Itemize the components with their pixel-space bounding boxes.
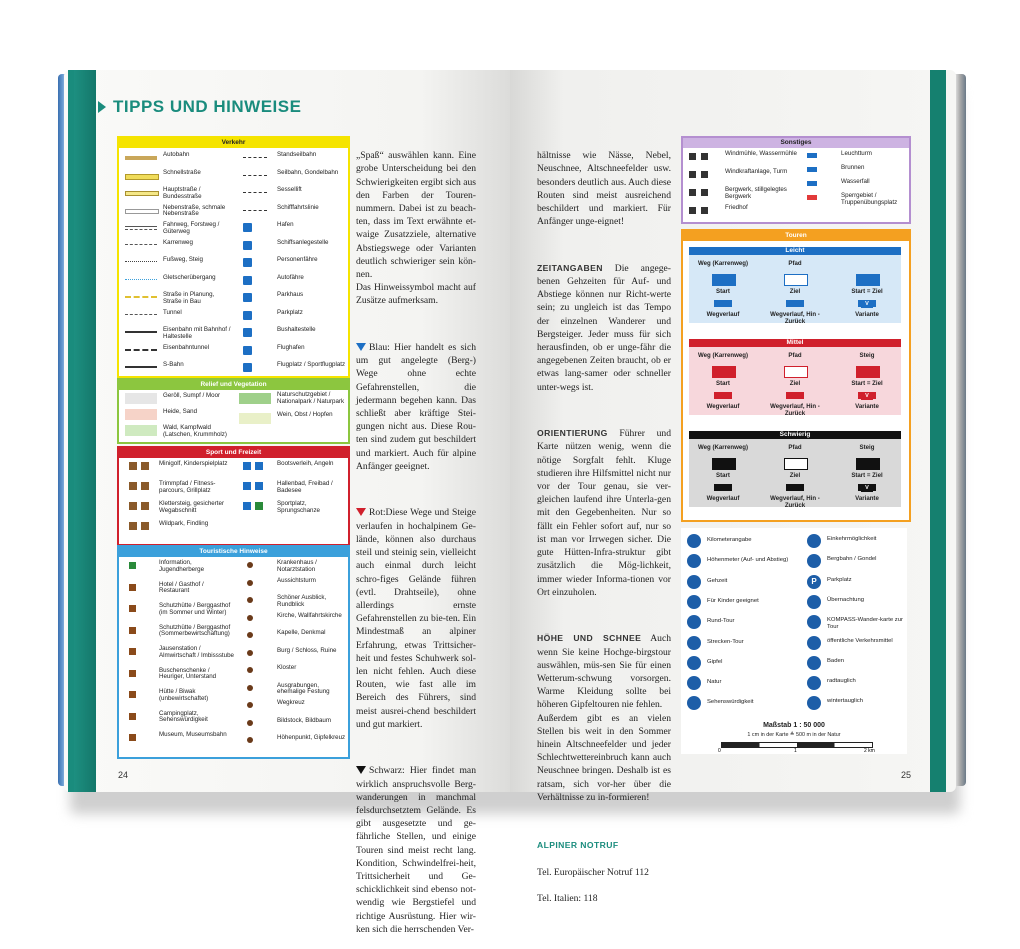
touri-icon: [247, 597, 253, 603]
loop-icon: [687, 615, 701, 629]
legend-item-label: Fahrweg, Forstweg / Güterweg: [163, 221, 220, 235]
touri-icon: [247, 702, 253, 708]
legend-item-label: Personenfähre: [277, 256, 318, 263]
tour-level-mittel: [689, 339, 901, 415]
legend-item-label: Hütte / Biwak (unbewirtschaftet): [159, 688, 209, 702]
tour-row1-label: Start: [716, 380, 730, 387]
tour-start-sign-icon: [712, 366, 736, 378]
touri-icon: [129, 734, 136, 741]
page-number-left: 24: [118, 770, 129, 780]
touri-icon: [247, 580, 253, 586]
red-text: Rot:Diese Wege und Steige verlaufen in hochalpinem Ge-lände, können also durchaus steil und steinig sein, vielleicht auch einmal durch leicht schro-figes Gelände führen (evtl. Drahtseile), ohne allerdings ernste Gefahrenstellen zu bie-ten. Ein Mindestmaß an alpiner Erfahrung, etwas Trittsicher-heit und festes Schuhwerk sol-len nicht fehlen. Auch diese Routen, wie fast alle im Bereich des Führers, sind meist ausrei-chend beschildert und gut markiert.: [356, 507, 476, 730]
tour-col-head: Pfad: [788, 352, 802, 359]
relief-swatch: [239, 393, 271, 404]
info-label: Für Kinder geeignet: [707, 597, 759, 604]
verkehr-icon: [243, 192, 267, 193]
verkehr-line-symbol: [125, 226, 157, 230]
legend-sonstiges-head: Sonstiges: [683, 138, 909, 148]
tour-row1-label: Ziel: [789, 380, 801, 387]
tour-col-head: Steig: [859, 444, 875, 451]
verkehr-icon: [243, 276, 252, 285]
touri-icon: [129, 713, 136, 720]
legend-item-label: Höhenpunkt, Gipfelkreuz: [277, 734, 346, 741]
legend-item-label: Naturschutzgebiet / Nationalpark / Naturpark: [277, 391, 345, 405]
tour-start-sign-icon: [712, 274, 736, 286]
legend-item-label: Straße in Planung, Straße in Bau: [163, 291, 215, 305]
legend-relief: [117, 378, 350, 444]
touri-icon: [247, 632, 253, 638]
touri-icon: [129, 584, 136, 591]
tour-col-head: Weg (Karrenweg): [698, 260, 748, 267]
sport-icon: [141, 502, 149, 510]
legend-sport: [117, 446, 350, 546]
info-label: Gehzeit: [707, 577, 728, 584]
legend-item-label: Wald, Kampfwald (Latschen, Krummholz): [163, 424, 227, 438]
sport-icon: [255, 482, 263, 490]
verkehr-icon: [243, 175, 267, 176]
legend-item-label: Burg / Schloss, Ruine: [277, 646, 337, 654]
tour-col-head: Pfad: [788, 260, 802, 267]
heading-notruf: ALPINER NOTRUF: [537, 840, 619, 851]
verkehr-icon: [243, 223, 252, 232]
tour-row1-label: Start = Ziel: [851, 380, 883, 387]
legend-item-label: Autobahn: [163, 151, 190, 158]
legend-verkehr: [117, 136, 350, 378]
legend-item-label: Kloster: [277, 664, 297, 671]
tour-col-head: Weg (Karrenweg): [698, 444, 748, 451]
legend-item-label: Schnellstraße: [163, 168, 201, 176]
info-label: Höhenmeter (Auf- und Abstieg): [707, 557, 789, 564]
legend-item-label: Standseilbahn: [277, 151, 317, 158]
verkehr-line-symbol: [125, 314, 157, 315]
notruf-italien: Tel. Italien: 118: [537, 893, 598, 905]
legend-item-label: Schutzhütte / Berggasthof (im Sommer und Winter): [159, 602, 231, 616]
touri-icon: [129, 648, 136, 655]
variant-badge: V: [861, 301, 873, 308]
info-label: Baden: [827, 657, 845, 664]
scale-tick-0: 0: [718, 748, 721, 754]
sport-icon: [255, 462, 263, 470]
legend-item-label: Schutzhütte / Berggasthof (Sommerbewirtschaftung): [159, 623, 231, 638]
legend-item-label: Geröll, Sumpf / Moor: [163, 392, 221, 399]
sonstiges-icon: [807, 167, 817, 172]
verkehr-line-symbol: [125, 209, 159, 214]
tour-level-head: Mittel: [689, 339, 901, 347]
tour-start-sign-icon: [784, 458, 808, 470]
legend-item-label: Karrenweg: [163, 238, 193, 246]
legend-touri: [117, 545, 350, 759]
tour-level-head: Schwierig: [689, 431, 901, 439]
verkehr-icon: [243, 363, 252, 372]
legend-item-label: Brunnen: [841, 164, 865, 171]
verkehr-icon: [243, 241, 252, 250]
legend-item-label: Hafen: [277, 221, 294, 228]
black-paragraph: [356, 764, 476, 936]
p-orientierung: [537, 427, 671, 599]
relief-swatch: [125, 393, 157, 404]
schnee-text: Auch wenn Sie keine Hochge-birgstour auswählen, müs-sen Sie für einen Wetterum-schwung vorsorgen. Warme Kleidung sollte bei höheren Gipfeltouren nie fehlen. Außerdem gibt es an vielen Stellen bis weit in den Sommer hinein Altschneefelder und jeder Schlechtwettereinbruch kann auch Neuschnee bringen. Deshalb ist es ratsam, sich vor-her über die Verhältnisse zu in-formieren!: [537, 633, 671, 803]
legend-touren-head: Touren: [683, 231, 909, 241]
touri-icon: [129, 562, 136, 569]
legend-item-label: Wegkreuz: [277, 699, 305, 706]
legend-item-label: Aussichtsturm: [277, 576, 316, 584]
tour-row1-label: Ziel: [789, 288, 801, 295]
verkehr-line-symbol: [125, 244, 157, 245]
legend-item-label: Wein, Obst / Hopfen: [277, 411, 333, 418]
info-label: wintertauglich: [827, 698, 864, 705]
tour-row2-label: Wegverlauf: [706, 495, 740, 502]
info-label: Kilometerangabe: [707, 537, 752, 543]
verkehr-line-symbol: [125, 349, 157, 351]
info-label: Bergbahn / Gondel: [827, 556, 877, 563]
legend-item-label: Sessellift: [277, 186, 302, 193]
legend-item-label: Wildpark, Findling: [159, 520, 209, 527]
verkehr-line-symbol: [125, 191, 159, 196]
legend-item-label: Krankenhaus / Notarztstation: [277, 559, 317, 573]
sonstiges-icon: [701, 207, 708, 214]
info-label: Rund-Tour: [707, 618, 735, 625]
p-zeitangaben: [537, 262, 671, 394]
p-schnee: [537, 632, 671, 804]
touri-icon: [247, 685, 253, 691]
p-conditions: hältnisse wie Nässe, Nebel, Neuschnee, Altschneefelder usw. besonders deutlich aus. Auch diese Routen sind meist ausreichend beschildert und markiert. Für Anfänger unge-eignet!: [537, 150, 672, 228]
tour-col-head: Steig: [859, 352, 875, 359]
info-label: Sehenswürdigkeit: [707, 699, 754, 706]
legend-touren: [681, 229, 911, 522]
verkehr-line-symbol: [125, 279, 157, 280]
verkehr-icon: [243, 210, 267, 211]
legend-item-label: Parkhaus: [277, 291, 304, 298]
sport-icon: [141, 482, 149, 490]
bed-icon: [807, 595, 821, 609]
legend-item-label: Hauptstraße / Bundesstraße: [163, 186, 202, 200]
legend-item-label: Gletscherübergang: [163, 273, 216, 281]
legend-item-label: Fußweg, Steig: [163, 256, 203, 263]
legend-item-label: Seilbahn, Gondelbahn: [277, 168, 339, 176]
legend-item-label: Nebenstraße, schmale Nebenstraße: [163, 203, 226, 218]
touri-icon: [247, 667, 253, 673]
verkehr-icon: [243, 157, 267, 158]
legend-item-label: Schöner Ausblick, Rundblick: [277, 594, 327, 608]
sonstiges-icon: [807, 153, 817, 158]
swim-icon: [807, 656, 821, 670]
scale-tick-1: 1: [794, 748, 797, 754]
verkehr-line-symbol: [125, 331, 157, 333]
touri-icon: [247, 562, 253, 568]
legend-item-label: Kapelle, Denkmal: [277, 629, 326, 636]
tour-row1-label: Ziel: [789, 472, 801, 479]
tour-row1-label: Start = Ziel: [851, 472, 883, 479]
sonstiges-icon: [689, 189, 696, 196]
tour-row2-label: Wegverlauf, Hin - Zurück: [770, 311, 820, 325]
red-triangle-icon: [356, 508, 366, 516]
sport-icon: [141, 522, 149, 530]
sport-icon: [243, 482, 251, 490]
sonstiges-icon: [701, 171, 708, 178]
legend-item-label: Friedhof: [725, 204, 748, 211]
child-icon: [687, 595, 701, 609]
legend-item-label: Wasserfall: [841, 178, 870, 185]
legend-item-label: Windmühle, Wassermühle: [725, 150, 797, 157]
tour-col-head: Weg (Karrenweg): [698, 352, 748, 359]
legend-sonstiges: [681, 136, 911, 224]
legend-item-label: Eisenbahn mit Bahnhof / Haltestelle: [163, 326, 231, 340]
relief-swatch: [125, 425, 157, 436]
info-label: Strecken-Tour: [707, 638, 744, 645]
tour-row2-label: Wegverlauf: [706, 311, 740, 318]
sport-icon: [243, 502, 251, 510]
legend-item-label: Sportplatz, Sprungschanze: [277, 500, 320, 514]
verkehr-line-symbol: [125, 296, 157, 298]
touri-icon: [247, 720, 253, 726]
tour-start-sign-icon: [784, 366, 808, 378]
heading-schnee: HÖHE UND SCHNEE: [537, 633, 642, 644]
legend-item-label: Flughafen: [277, 343, 305, 351]
scale-bar: [721, 742, 873, 748]
tour-route-sign-icon: [714, 484, 732, 491]
parking-icon: P: [807, 575, 821, 589]
bus-icon: [807, 636, 821, 650]
tour-start-sign-icon: [856, 366, 880, 378]
tour-row1-label: Start = Ziel: [851, 288, 883, 295]
summit-icon: [687, 656, 701, 670]
legend-item-label: Hallenbad, Freibad / Badesee: [277, 480, 333, 494]
sport-icon: [255, 502, 263, 510]
legend-item-label: Parkplatz: [277, 308, 303, 316]
relief-swatch: [125, 409, 157, 420]
legend-item-label: Museum, Museumsbahn: [159, 731, 227, 738]
sport-icon: [129, 482, 137, 490]
scale-sub: 1 cm in der Karte ≙ 500 m in der Natur: [747, 732, 841, 738]
legend-item-label: Autofähre: [277, 273, 304, 281]
km-icon: [687, 534, 701, 548]
scale-tick-2: 2 km: [864, 748, 875, 754]
variant-badge: V: [861, 393, 873, 400]
sonstiges-icon: [807, 195, 817, 200]
black-text: Schwarz: Hier findet man wirklich anspruchsvolle Berg-wanderungen in manchmal felsdurchsetztem Gelände. Es gibt ausgesetzte und ge-fährliche Stellen, und einige Touren sind meist recht lang. Kondition, Schwindelfrei-heit, Trittsicherheit und Ge-schicklichkeit sind ebenso not-wendig wie Bergstiefel und richtige Ausrüstung. Hier wir-ken sich die herrschenden Ver-: [356, 765, 476, 935]
page-title: TIPPS UND HINWEISE: [113, 97, 302, 116]
touri-icon: [247, 615, 253, 621]
verkehr-icon: [243, 346, 252, 355]
left-teal-bar: [68, 70, 96, 792]
verkehr-line-symbol: [125, 366, 157, 368]
notruf-europa: Tel. Europäischer Notruf 112: [537, 866, 649, 878]
sonstiges-icon: [689, 171, 696, 178]
sight-icon: [687, 696, 701, 710]
relief-swatch: [239, 413, 271, 424]
variant-badge: V: [861, 485, 873, 492]
scale-title: Maßstab 1 : 50 000: [763, 722, 825, 729]
sonstiges-icon: [701, 189, 708, 196]
verkehr-line-symbol: [125, 174, 159, 180]
tour-row1-label: Start: [716, 288, 730, 295]
page-number-right: 25: [901, 770, 912, 780]
legend-item-label: Schiffsanlegestelle: [277, 238, 329, 246]
legend-info-icons: [681, 528, 907, 754]
legend-item-label: Kirche, Wallfahrtskirche: [277, 611, 342, 619]
legend-item-label: Windkraftanlage, Turm: [725, 168, 788, 175]
legend-item-label: Bushaltestelle: [277, 326, 316, 333]
tour-row2-label: Wegverlauf: [706, 403, 740, 410]
tour-route-sign-icon: [786, 300, 804, 307]
verkehr-line-symbol: [125, 156, 157, 160]
tour-col-head: Pfad: [788, 444, 802, 451]
orientierung-text: Führer und Karte nützen wenig, wenn die nötige Sorgfalt fehlt. Kluge studieren ihre Hilfsmittel nicht nur vor der Tour genau, sie ver-gleichen laufend ihre Unterla-gen mit den Gegebenheiten. Nur so fällt ein Fehler sofort auf, nur so ist man vor Irrwegen sicher. Die gute Hütten-Infra-struktur gibt zusätzlich die Mög-lichkeit, immer wieder Informa-tionen vor Ort einzuholen.: [537, 428, 671, 598]
touri-icon: [129, 627, 136, 634]
legend-relief-head: Relief und Vegetation: [119, 380, 348, 390]
legend-item-label: Bergwerk, stillgelegtes Bergwerk: [725, 186, 787, 200]
legend-touri-head: Touristische Hinweise: [119, 547, 348, 557]
legend-item-label: Schifffahrtslinie: [277, 203, 319, 211]
legend-sport-head: Sport und Freizeit: [119, 448, 348, 458]
legend-item-label: Buschenschenke / Heuriger, Unterstand: [159, 666, 217, 681]
sport-icon: [129, 502, 137, 510]
tour-row2-label: Variante: [855, 495, 879, 502]
touri-icon: [247, 650, 253, 656]
cable-car-icon: [807, 554, 821, 568]
legend-item-label: Campingplatz, Sehenswürdigkeit: [159, 709, 208, 724]
touri-icon: [247, 737, 253, 743]
tour-level-schwierig: [689, 431, 901, 507]
legend-item-label: Klettersteig, gesicherter Wegabschnitt: [159, 500, 224, 514]
nature-icon: [687, 676, 701, 690]
info-label: Parkplatz: [827, 576, 852, 583]
sonstiges-icon: [701, 153, 708, 160]
intro-paragraph: „Spaß“ auswählen kann. Eine grobe Unterscheidung bei den Schwierigkeiten ergibt sich aus den Farben der Touren-nummern. Dabei ist zu beach-ten, dass im Text erwähnte et-waige Zusatzziele, alternative Abstiegswege oder Varianten deutlich schwieriger sein kön-nen. Das Hinweissymbol macht auf Zusätze aufmerksam.: [356, 150, 476, 307]
tour-row2-label: Wegverlauf, Hin - Zurück: [770, 403, 820, 417]
elevation-icon: [687, 554, 701, 568]
verkehr-icon: [243, 311, 252, 320]
info-label: radtauglich: [827, 678, 856, 685]
blue-triangle-icon: [356, 343, 366, 351]
legend-item-label: Flugplatz / Sportflugplatz: [277, 361, 346, 368]
tour-level-leicht: [689, 247, 901, 323]
food-icon: [807, 534, 821, 548]
blue-text: Blau: Hier handelt es sich um gut angelegte (Berg-) Wege ohne echte Gefahrenstellen, die jedermann begehen kann. Das schließt aber kräftige Stei-gungen nicht aus. Diese Rou-ten sind zudem gut beschildert und markiert. Auch für alpine Anfänger geeignet.: [356, 342, 476, 472]
text-column-3: [537, 136, 671, 919]
tour-level-head: Leicht: [689, 247, 901, 255]
text-column-2: [356, 136, 476, 949]
legend-item-label: Bildstock, Bildbaum: [277, 716, 331, 724]
sport-icon: [129, 522, 137, 530]
clock-icon: [687, 575, 701, 589]
snowflake-icon: [807, 696, 821, 710]
legend-item-label: Sperrgebiet / Truppenübungsplatz: [841, 192, 898, 206]
bike-icon: [807, 676, 821, 690]
legend-item-label: Trimmpfad / Fitness-parcours, Grillplatz: [159, 480, 216, 494]
info-label: Übernachtung: [827, 596, 865, 603]
verkehr-icon: [243, 258, 252, 267]
black-triangle-icon: [356, 766, 366, 774]
tour-row2-label: Wegverlauf, Hin - Zurück: [770, 495, 820, 509]
info-label: KOMPASS-Wander-karte zur Tour: [827, 617, 903, 630]
legend-item-label: Tunnel: [163, 308, 182, 316]
tour-route-sign-icon: [786, 484, 804, 491]
red-paragraph: [356, 506, 476, 730]
verkehr-line-symbol: [125, 261, 157, 262]
legend-verkehr-head: Verkehr: [119, 138, 348, 148]
legend-item-label: Minigolf, Kinderspielplatz: [159, 460, 228, 467]
info-label: Einkehrmöglichkeit: [827, 536, 877, 542]
tour-row1-label: Start: [716, 472, 730, 479]
tour-start-sign-icon: [712, 458, 736, 470]
tour-route-sign-icon: [714, 392, 732, 399]
sport-icon: [141, 462, 149, 470]
sport-icon: [243, 462, 251, 470]
title-arrow-icon: [98, 101, 106, 113]
legend-item-label: Leuchtturm: [841, 150, 872, 157]
legend-item-label: Heide, Sand: [163, 408, 198, 415]
legend-item-label: Ausgrabungen, ehemalige Festung: [277, 681, 330, 696]
verkehr-icon: [243, 293, 252, 302]
tour-route-sign-icon: [786, 392, 804, 399]
info-label: öffentliche Verkehrsmittel: [827, 637, 893, 644]
sonstiges-icon: [689, 153, 696, 160]
sonstiges-icon: [807, 181, 817, 186]
heading-orientierung: ORIENTIERUNG: [537, 428, 608, 439]
legend-item-label: Hotel / Gasthof / Restaurant: [159, 580, 204, 595]
blue-paragraph: [356, 341, 476, 473]
legend-item-label: Bootsverleih, Angeln: [277, 460, 334, 467]
sonstiges-icon: [689, 207, 696, 214]
legend-item-label: Jausenstation / Almwirtschaft / Imbissstube: [159, 645, 234, 659]
zeitangaben-text: Die angege-benen Gehzeiten für Auf- und Abstiege können nur Richt-werte sein; zu ungleich ist das Tempo der einzelnen Wanderer und Bergsteiger. Jeder muss für sich herausfinden, ob er unge-fähr die angegebenen Zeiten braucht, ob er etwas lang-samer oder schneller unter-wegs ist.: [537, 262, 671, 393]
info-label: Gipfel: [707, 658, 723, 665]
right-teal-bar: [930, 70, 946, 792]
verkehr-icon: [243, 328, 252, 337]
tour-start-sign-icon: [784, 274, 808, 286]
legend-item-label: S-Bahn: [163, 361, 184, 368]
map-icon: [807, 615, 821, 629]
touri-icon: [129, 691, 136, 698]
sport-icon: [129, 462, 137, 470]
legend-item-label: Information, Jugendherberge: [159, 559, 205, 573]
tour-route-sign-icon: [714, 300, 732, 307]
info-label: Natur: [707, 679, 722, 686]
touri-icon: [129, 670, 136, 677]
legend-item-label: Eisenbahntunnel: [163, 343, 210, 351]
tour-start-sign-icon: [856, 458, 880, 470]
heading-zeitangaben: ZEITANGABEN: [537, 262, 603, 273]
touri-icon: [129, 605, 136, 612]
route-icon: [687, 636, 701, 650]
tour-start-sign-icon: [856, 274, 880, 286]
tour-row2-label: Variante: [855, 403, 879, 410]
tour-row2-label: Variante: [855, 311, 879, 318]
